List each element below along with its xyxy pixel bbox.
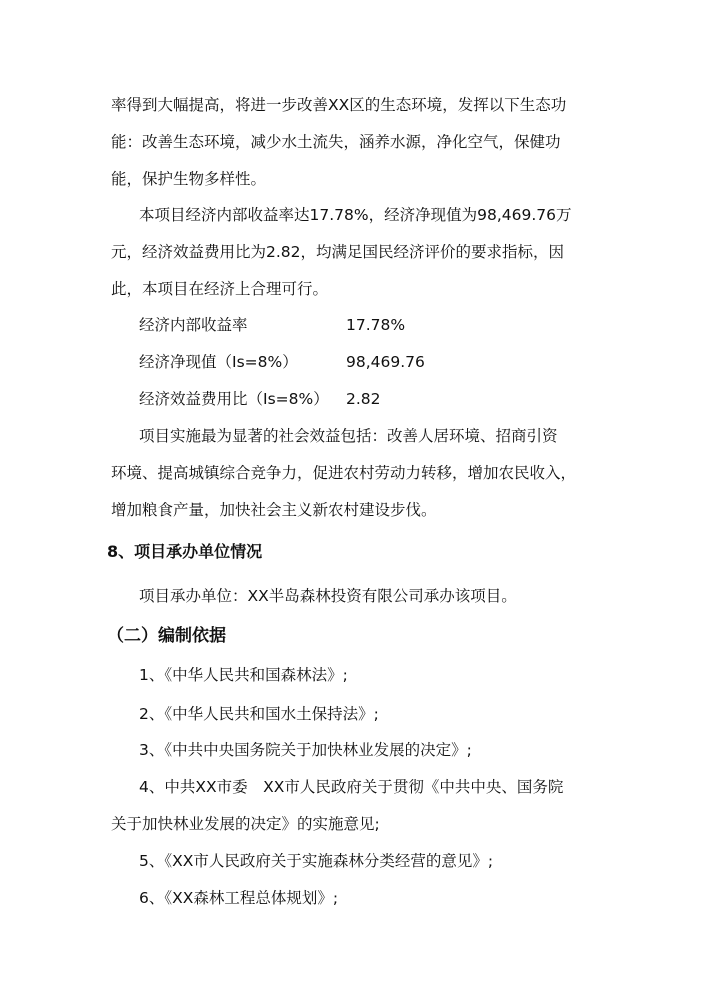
basis-item: 5、《XX市人民政府关于实施森林分类经营的意见》; (139, 852, 494, 870)
basis-item: 1、《中华人民共和国森林法》; (139, 666, 348, 684)
indicator-value: 2.82 (346, 390, 381, 408)
paragraph-line: 能：改善生态环境，减少水土流失，涵养水源，净化空气，保健功 (111, 133, 561, 151)
section-heading: （二）编制依据 (107, 626, 226, 646)
paragraph-line: 增加粮食产量，加快社会主义新农村建设步伐。 (111, 501, 437, 519)
paragraph-line: 元，经济效益费用比为2.82，均满足国民经济评价的要求指标，因 (111, 243, 565, 261)
indicator-label: 经济内部收益率 (139, 316, 248, 334)
paragraph-line: 项目实施最为显著的社会效益包括：改善人居环境、招商引资 (139, 427, 558, 445)
section-text: 项目承办单位：XX半岛森林投资有限公司承办该项目。 (139, 587, 517, 605)
paragraph-line: 环境、提高城镇综合竞争力，促进农村劳动力转移，增加农民收入， (111, 464, 577, 482)
basis-item: 3、《中共中央国务院关于加快林业发展的决定》; (139, 741, 472, 759)
basis-item: 4、中共XX市委 XX市人民政府关于贯彻《中共中央、国务院 (139, 778, 564, 796)
basis-item: 关于加快林业发展的决定》的实施意见; (111, 815, 380, 833)
paragraph-line: 此，本项目在经济上合理可行。 (111, 280, 329, 298)
paragraph-line: 能，保护生物多样性。 (111, 170, 267, 188)
section-heading: 8、项目承办单位情况 (107, 542, 263, 561)
indicator-value: 17.78% (346, 316, 406, 334)
indicator-label: 经济效益费用比（Is=8%） (139, 390, 329, 408)
basis-item: 6、《XX森林工程总体规划》; (139, 889, 339, 907)
paragraph-line: 本项目经济内部收益率达17.78%，经济净现值为98,469.76万 (139, 206, 572, 224)
paragraph-line: 率得到大幅提高，将进一步改善XX区的生态环境，发挥以下生态功 (111, 96, 567, 114)
indicator-value: 98,469.76 (346, 353, 425, 371)
indicator-label: 经济净现值（Is=8%） (139, 353, 298, 371)
basis-item: 2、《中华人民共和国水土保持法》; (139, 705, 379, 723)
